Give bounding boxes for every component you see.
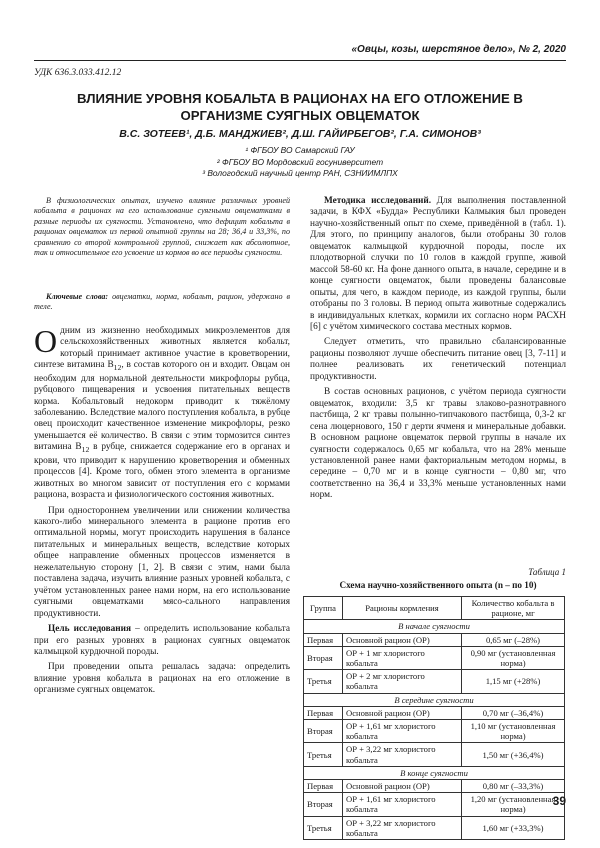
table-header-row (304, 597, 565, 620)
section-label: В середине суягности (304, 693, 565, 706)
cell-group: Вторая (304, 720, 343, 743)
task-paragraph: При проведении опыта решалась задача: определить влияние уровня кобальта в рационах на его отложение в организме суягных овцематок. (34, 662, 290, 696)
cell-ration: ОР + 1,61 мг хлористого кобальта (343, 720, 462, 743)
cell-group: Третья (304, 743, 343, 766)
keywords-text: овцематки, норма, кобальт, рацион, удержано в теле. (34, 292, 290, 312)
cell-cobalt: 0,80 мг (–33,3%) (462, 780, 565, 793)
affiliations (40, 145, 560, 180)
keywords-label: Ключевые слова: (46, 292, 109, 301)
table-row (304, 706, 565, 719)
intro-text-a: дним из жизненно необходимых микроэлементов для сельскохозяйственных животных является кобальт, который принимает активное участие в кроветворении, синтезе витамина B (34, 326, 290, 371)
table-caption: Схема научно-хозяйственного опыта (n – по 10) (339, 580, 537, 590)
table-row (304, 743, 565, 766)
cell-ration: ОР + 1,61 мг хлористого кобальта (343, 793, 462, 816)
section-label: В начале суягности (304, 620, 565, 633)
header-cobalt: Количество кобальта в рационе, мг (462, 597, 565, 620)
section-label: В конце суягности (304, 766, 565, 779)
cell-group: Третья (304, 670, 343, 693)
goal-paragraph (34, 624, 290, 658)
cell-group: Первая (304, 706, 343, 719)
intro-paragraph (34, 323, 290, 502)
table-section-row (304, 766, 565, 779)
cell-group: Первая (304, 780, 343, 793)
table-row (304, 646, 565, 669)
page-number: 39 (552, 794, 566, 808)
table-row (304, 720, 565, 743)
table-row (304, 670, 565, 693)
table-section-row (304, 693, 565, 706)
dropcap: О (34, 323, 58, 359)
table-section-row (304, 620, 565, 633)
left-column (34, 323, 290, 701)
goal-label: Цель исследования (48, 624, 132, 635)
cell-ration: ОР + 2 мг хлористого кобальта (343, 670, 462, 693)
cell-ration: Основной рацион (ОР) (343, 706, 462, 719)
cell-ration: Основной рацион (ОР) (343, 633, 462, 646)
methods-label: Методика исследований. (324, 196, 432, 206)
keywords (34, 292, 290, 313)
table-row (304, 633, 565, 646)
intro-text-b: , в состав которого он и входит. Овцам он необходим для нормальной деятельности микрофлоры рубца, рубцового пищеварения и усвоения питательных веществ корма. Кобальтовый недокорм приводит к тяжёлому заболеванию. Вследствие малого поступления кобальта, в рубце овец происходит качественное изменение микрофлоры, резко уменьшается её количество. В связи с этим тормозится синтез витамина B (34, 360, 290, 453)
goal-text: – определить использование кобальта при его разных уровнях в рационах суягных овцематок калмыцкой курдючной породы. (34, 624, 290, 657)
vitamin-subscript-1: 12 (113, 363, 122, 373)
vitamin-subscript-2: 12 (81, 445, 90, 455)
cell-cobalt: 0,90 мг (установленная норма) (462, 646, 565, 669)
cell-cobalt: 1,15 мг (+28%) (462, 670, 565, 693)
udk-code: УДК 636.3.033.412.12 (34, 68, 122, 78)
table-row (304, 780, 565, 793)
cell-cobalt: 0,70 мг (–36,4%) (462, 706, 565, 719)
header-rule (34, 60, 566, 61)
header-group: Группа (304, 597, 343, 620)
methods-paragraph (310, 196, 566, 333)
affiliation-3: ³ Вологодский научный центр РАН, СЗНИИМЛПХ (202, 168, 398, 178)
experiment-table (303, 596, 565, 840)
paragraph-rations: В состав основных рационов, с учётом периода суягности овцематок, входили: 3,5 кг травы злаково-разнотравного пастбища, 2 кг травы полынно-типчакового пастбища, 0,3-2 кг сена люцернового, 150 г дерти ячменя и минеральные добавки. В основном рационе овцематок первой группы в начале их суягности содержалось 0,65 мг кобальта, что на 28% меньше установленной ранее нами факториальным методом нормы, в середине – 0,70 мг и в конце суягности – 0,80 мг, что соответственно на 36,4 и 33,3% меньше установленных нами норм. (310, 387, 566, 501)
cell-ration: ОР + 3,22 мг хлористого кобальта (343, 816, 462, 839)
header-ration: Рационы кормления (343, 597, 462, 620)
table-label: Таблица 1 (528, 567, 566, 577)
affiliation-1: ¹ ФГБОУ ВО Самарский ГАУ (245, 145, 355, 155)
cell-group: Третья (304, 816, 343, 839)
methods-text: Для выполнения поставленной задачи, в КФХ «Будда» Республики Калмыкия был проведен научно-хозяйственный опыт по схеме, приведённой в (табл. 1). Для этого, по принципу аналогов, были отобраны 30 голов овцематок калмыцкой курдючной породы, после их плодотворной случки по 10 голов в каждой группе, живой массой 58-60 кг. На фоне данного опыта, в начале, середине и в конце суягности овцематок, были проведены балансовые опыты, для чего, в каждом периоде, из каждой группы, были отобраны по 3 головы. В период опыта животные содержались в индивидуальных клетках, кормили их согласно норм РАСХН [6] с учётом химического состава местных кормов. (310, 196, 566, 332)
intro-text-c: в рубце, снижается содержание его в органах и крови, что приводит к нарушению кроветворения и обменных процессов [4]. Кроме того, обмен этого элемента в организме животных во многом зависит от поступления его с кормами рациона, возраста и физиологического состояния животных. (34, 442, 290, 501)
journal-header: «Овцы, козы, шерстяное дело», № 2, 2020 (351, 44, 566, 55)
authors: В.С. ЗОТЕЕВ¹, Д.Б. МАНДЖИЕВ², Д.Ш. ГАЙИРБЕГОВ², Г.А. СИМОНОВ³ (119, 128, 481, 140)
paragraph-2: При одностороннем увеличении или снижении количества какого-либо минерального элемента в рационе против его оптимальной нормы, могут происходить нарушения в балансе питательных и минеральных веществ, вследствие которых общее направление обменных процессов изменяется в нежелательную сторону [1, 2]. В связи с этим, нами была поставлена задача, изучить влияние разных уровней кобальта, с учётом установленных ранее нами норм, на его использование суягными овцематками мясо-сального направления продуктивности. (34, 505, 290, 619)
affiliation-2: ² ФГБОУ ВО Мордовский госуниверситет (216, 156, 384, 167)
table-row (304, 816, 565, 839)
cell-cobalt: 0,65 мг (–28%) (462, 633, 565, 646)
cell-ration: Основной рацион (ОР) (343, 780, 462, 793)
cell-cobalt: 1,10 мг (установленная норма) (462, 720, 565, 743)
cell-group: Первая (304, 633, 343, 646)
article-title: ВЛИЯНИЕ УРОВНЯ КОБАЛЬТА В РАЦИОНАХ НА ЕГО ОТЛОЖЕНИЕ В ОРГАНИЗМЕ СУЯГНЫХ ОВЦЕМАТОК (77, 91, 523, 123)
cell-ration: ОР + 1 мг хлористого кобальта (343, 646, 462, 669)
cell-group: Вторая (304, 793, 343, 816)
abstract: В физиологических опытах, изучено влияние различных уровней кобальта в рационах на его использование суягными овцематками в разные периоды их суягности. Установлено, что дефицит кобальта в рационах овцематок из первой опытной группы на 28; 36,4 и 33,3%, по сравнению со второй контрольной группой, снижает как абсолютное, так и относительное его усвоение из кормов во все периоды суягности. (34, 196, 290, 258)
cell-group: Вторая (304, 646, 343, 669)
paragraph-rations-note: Следует отметить, что правильно сбалансированные рационы позволяют лучше обеспечить питание овец [3, 7-11] и полнее реализовать их генетический потенциал продуктивности. (310, 337, 566, 382)
cell-cobalt: 1,20 мг (установленная норма) (462, 793, 565, 816)
cell-ration: ОР + 3,22 мг хлористого кобальта (343, 743, 462, 766)
right-column (310, 196, 566, 506)
cell-cobalt: 1,50 мг (+36,4%) (462, 743, 565, 766)
cell-cobalt: 1,60 мг (+33,3%) (462, 816, 565, 839)
table-body (304, 620, 565, 840)
table-row (304, 793, 565, 816)
